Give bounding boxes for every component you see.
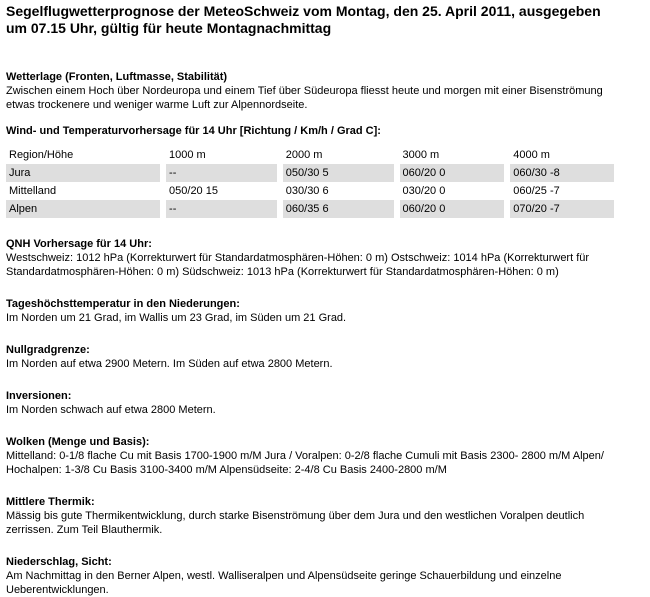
inversionen-heading: Inversionen: [6, 390, 72, 402]
table-row-mittelland [6, 182, 614, 200]
nullgrad-heading: Nullgradgrenze: [6, 344, 90, 356]
table-row-alpen [6, 200, 614, 218]
wind-table-header-row [6, 146, 614, 164]
inversionen-text: Im Norden schwach auf etwa 2800 Metern. [6, 404, 216, 416]
table-cell: 060/20 0 [400, 164, 505, 182]
forecast-page [0, 3, 646, 597]
table-cell: -- [166, 164, 277, 182]
table-cell: 060/25 -7 [513, 185, 560, 197]
table-cell: 030/30 6 [285, 185, 329, 197]
column-header-3000m: 3000 m [402, 149, 440, 161]
qnh-heading: QNH Vorhersage für 14 Uhr: [6, 238, 152, 250]
qnh-text: Westschweiz: 1012 hPa (Korrekturwert für Standardatmosphären-Höhen: 0 m) Ostschweiz: 1014 hPa (Korrekturwert für Standardatmosphären-Höhen: 0 m) Südschweiz: 1013 hPa (Korrekturwert für Standardatmosphären-Höhen: 0 m) [6, 252, 590, 278]
table-row-jura [6, 164, 614, 182]
section-qnh [6, 237, 606, 279]
table-cell: 060/30 -8 [510, 164, 614, 182]
wetterlage-text: Zwischen einem Hoch über Nordeuropa und einem Tief über Südeuropa fliesst heute und morgen mit einer Bisenströmung etwas trockenere und weniger warme Luft zur Alpennordseite. [6, 85, 603, 111]
table-cell: Alpen [6, 200, 160, 218]
section-thermik [6, 495, 616, 537]
page-title: Segelflugwetterprognose der MeteoSchweiz vom Montag, den 25. April 2011, ausgegeben um 07.15 Uhr, gültig für heute Montagnachmittag [6, 3, 601, 36]
column-header-4000m: 4000 m [513, 149, 550, 161]
thermik-heading: Mittlere Thermik: [6, 496, 95, 508]
section-temperatur [6, 297, 646, 325]
section-wind [6, 124, 646, 218]
column-header-region: Region/Höhe [9, 149, 74, 161]
wolken-text: Mittelland: 0-1/8 flache Cu mit Basis 1700-1900 m/M Jura / Voralpen: 0-2/8 flache Cumuli mit Basis 2300- 2800 m/M Alpen/ Hochalpen: 1-3/8 Cu Basis 3100-3400 m/M Alpensüdseite: 2-4/8 Cu Basis 2400-2800 m/M [6, 450, 604, 476]
wetterlage-heading: Wetterlage (Fronten, Luftmasse, Stabilität) [6, 71, 228, 83]
thermik-text: Mässig bis gute Thermikentwicklung, durch starke Bisenströmung über dem Jura und den westlichen Voralpen deutlich zerrissen. Zum Teil Blauthermik. [6, 510, 585, 536]
column-header-1000m: 1000 m [169, 149, 206, 161]
section-inversionen [6, 389, 646, 417]
section-wolken [6, 435, 606, 477]
table-cell: 030/20 0 [402, 185, 446, 197]
table-cell: 060/20 0 [400, 200, 505, 218]
wolken-heading: Wolken (Menge und Basis): [6, 436, 150, 448]
temperatur-heading: Tageshöchsttemperatur in den Niederungen: [6, 298, 240, 310]
section-niederschlag [6, 555, 606, 597]
niederschlag-heading: Niederschlag, Sicht: [6, 556, 112, 568]
table-cell: -- [166, 200, 277, 218]
temperatur-text: Im Norden um 21 Grad, im Wallis um 23 Grad, im Süden um 21 Grad. [6, 312, 347, 324]
table-cell: Jura [6, 164, 160, 182]
column-header-2000m: 2000 m [285, 149, 323, 161]
section-wetterlage [6, 70, 606, 112]
table-cell: 060/35 6 [283, 200, 394, 218]
table-cell: 050/30 5 [283, 164, 394, 182]
table-cell: 050/20 15 [169, 185, 218, 197]
nullgrad-text: Im Norden auf etwa 2900 Metern. Im Süden auf etwa 2800 Metern. [6, 358, 333, 370]
table-cell: 070/20 -7 [510, 200, 614, 218]
section-nullgrad [6, 343, 646, 371]
table-cell: Mittelland [9, 185, 57, 197]
wind-heading: Wind- und Temperaturvorhersage für 14 Uhr [Richtung / Km/h / Grad C]: [6, 125, 381, 137]
wind-table [6, 146, 614, 218]
niederschlag-text: Am Nachmittag in den Berner Alpen, westl. Walliseralpen und Alpensüdseite geringe Schauerbildung und einzelne Ueberentwicklungen. [6, 570, 562, 596]
